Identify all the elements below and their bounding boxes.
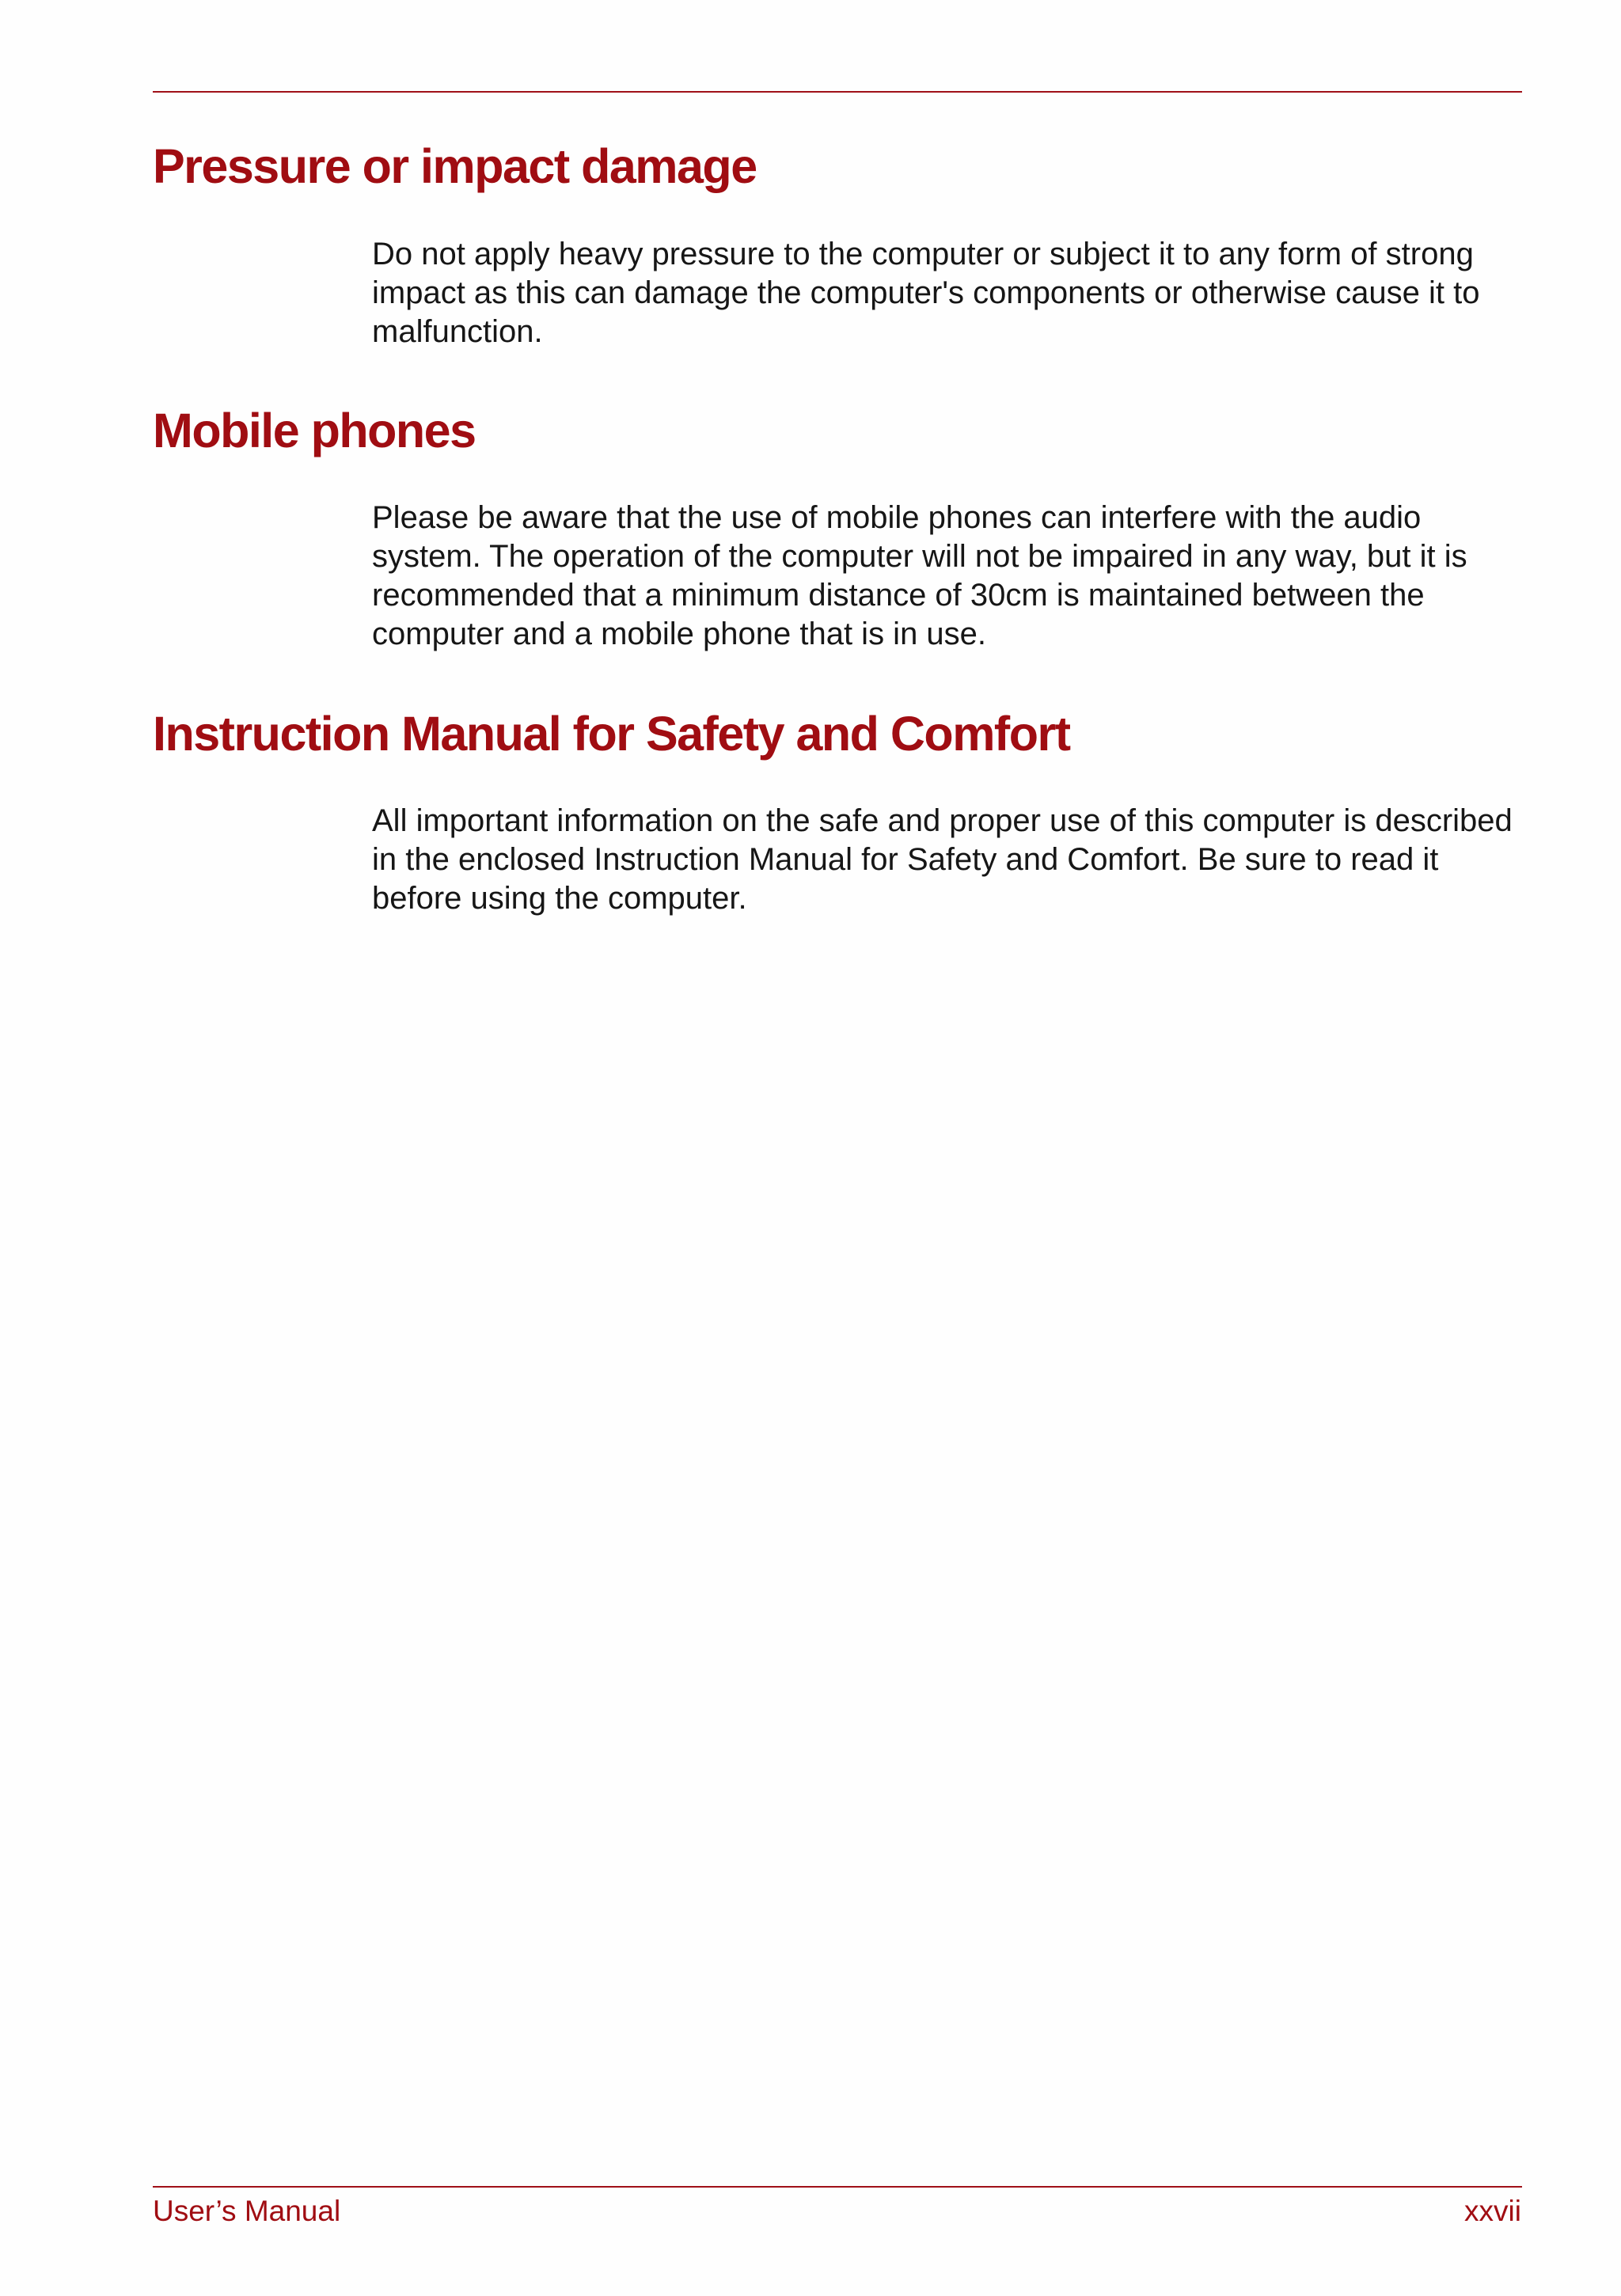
section-heading-safety-manual: Instruction Manual for Safety and Comfort	[153, 707, 1070, 761]
section-body-pressure: Do not apply heavy pressure to the computer or subject it to any form of strong impact as this can damage the computer's components or otherwise cause it to malfunction.	[372, 237, 1480, 349]
section-heading-pressure: Pressure or impact damage	[153, 139, 757, 193]
footer-page-number: xxvii	[1464, 2195, 1521, 2227]
section-heading-mobile-phones: Mobile phones	[153, 404, 476, 457]
section-body-safety-manual: All important information on the safe and proper use of this computer is described in the enclosed Instruction Manual for Safety and Comfort. Be sure to read it before using the computer.	[372, 803, 1513, 916]
footer-rule	[153, 2186, 1522, 2188]
section-body-mobile-phones: Please be aware that the use of mobile phones can interfere with the audio system. The operation of the computer will not be impaired in any way, but it is recommended that a minimum distance of 30cm is maintained between the computer and a mobile phone that is in use.	[372, 500, 1467, 651]
header-rule	[153, 91, 1522, 93]
footer-title: User’s Manual	[153, 2195, 341, 2227]
